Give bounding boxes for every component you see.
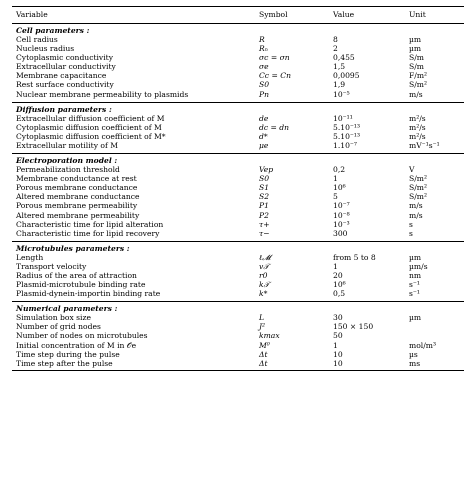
unit-cell: s [409, 219, 413, 229]
symbol-cell: k𝒯 [259, 280, 270, 290]
unit-cell: m²/s [409, 113, 426, 123]
table-row [12, 201, 464, 210]
variable-cell: Cytoplasmic diffusion coefficient of M* [16, 131, 166, 141]
unit-cell: V [409, 165, 415, 175]
variable-cell: Number of grid nodes [16, 322, 101, 332]
value-cell: 10⁻⁵ [333, 89, 350, 99]
table-row [12, 229, 464, 238]
symbol-cell: M⁰ [259, 340, 270, 350]
value-cell: 10⁻⁸ [333, 210, 350, 220]
variable-cell: Extracellular conductivity [16, 62, 116, 72]
section-title [12, 24, 464, 35]
table-row [12, 313, 464, 322]
value-cell: 10⁶ [333, 280, 346, 290]
section-title [12, 103, 464, 114]
unit-cell: m/s [409, 89, 423, 99]
table-row [12, 253, 464, 262]
symbol-cell: dc = dn [259, 122, 290, 132]
table-row [12, 192, 464, 201]
table-row [12, 165, 464, 174]
symbol-cell: μe [259, 140, 269, 150]
variable-cell: Rest surface conductivity [16, 80, 114, 90]
section-title-text: Numerical parameters : [16, 304, 118, 314]
table-row [12, 90, 464, 99]
header-value: Value [333, 10, 355, 20]
variable-cell: Characteristic time for lipid alteration [16, 219, 164, 229]
variable-cell: Cytoplasmic conductivity [16, 53, 113, 63]
value-cell: 10 [333, 358, 343, 368]
value-cell: 0,0095 [333, 71, 360, 81]
section-title-text: Microtubules parameters : [16, 243, 130, 253]
header-symbol: Symbol [259, 10, 288, 20]
symbol-cell: S1 [259, 183, 270, 193]
unit-cell: µm [409, 252, 422, 262]
unit-cell: S/m² [409, 174, 428, 184]
value-cell: 20 [333, 270, 343, 280]
unit-cell: s⁻¹ [409, 280, 420, 290]
symbol-cell: τ+ [259, 219, 270, 229]
section-title [12, 154, 464, 165]
symbol-cell: S0 [259, 174, 270, 184]
unit-cell: s [409, 228, 413, 238]
symbol-cell: v𝒯 [259, 261, 270, 271]
value-cell: 1,9 [333, 80, 346, 90]
symbol-cell: Cc = Cn [259, 71, 291, 81]
table-row [12, 114, 464, 123]
symbol-cell: S0 [259, 80, 270, 90]
variable-cell: Length [16, 252, 44, 262]
table-row [12, 35, 464, 44]
table-row [12, 183, 464, 192]
value-cell: 0,5 [333, 289, 346, 299]
unit-cell: S/m² [409, 80, 428, 90]
unit-cell: m²/s [409, 131, 426, 141]
table-row [12, 62, 464, 71]
variable-cell: Nucleus radius [16, 44, 75, 54]
value-cell: 10⁻⁷ [333, 201, 350, 211]
header-variable: Variable [16, 10, 48, 20]
value-cell: 150 × 150 [333, 322, 374, 332]
variable-cell: Nuclear membrane permeability to plasmids [16, 89, 189, 99]
value-cell: 5.10⁻¹³ [333, 131, 361, 141]
symbol-cell: k* [259, 289, 268, 299]
unit-cell: F/m² [409, 71, 428, 81]
symbol-cell: σc = σn [259, 53, 290, 63]
table-row [12, 262, 464, 271]
table-row [12, 289, 464, 298]
unit-cell: ms [409, 358, 421, 368]
symbol-cell: S2 [259, 192, 270, 202]
variable-cell: Permeabilization threshold [16, 165, 120, 175]
value-cell: 10⁻³ [333, 219, 350, 229]
variable-cell: Membrane conductance at rest [16, 174, 137, 184]
symbol-cell: J² [259, 322, 266, 332]
variable-cell: Cytoplasmic diffusion coefficient of M [16, 122, 162, 132]
variable-cell: Transport velocity [16, 261, 87, 271]
value-cell: 2 [333, 44, 338, 54]
table-row [12, 350, 464, 359]
unit-cell: µs [409, 349, 418, 359]
unit-cell: mV⁻¹s⁻¹ [409, 140, 440, 150]
unit-cell: nm [409, 270, 422, 280]
table-row [12, 331, 464, 340]
unit-cell: s⁻¹ [409, 289, 420, 299]
symbol-cell: L [259, 313, 265, 323]
value-cell: 1 [333, 261, 338, 271]
symbol-cell: r0 [259, 270, 268, 280]
symbol-cell: kmax [259, 331, 280, 341]
unit-cell [409, 331, 464, 340]
variable-cell: Extracellular diffusion coefficient of M [16, 113, 165, 123]
value-cell: 0,2 [333, 165, 346, 175]
variable-cell: Extracellular motility of M [16, 140, 118, 150]
table-row [12, 53, 464, 62]
symbol-cell: ℓ𝓜 [259, 252, 271, 262]
unit-cell [409, 322, 464, 331]
table-row [12, 132, 464, 141]
unit-cell: S/m² [409, 192, 428, 202]
section-title-text: Electroporation model : [16, 155, 118, 165]
value-cell: 1 [333, 340, 338, 350]
value-cell: 10⁶ [333, 183, 346, 193]
unit-cell: m/s [409, 201, 423, 211]
value-cell: 5.10⁻¹³ [333, 122, 361, 132]
unit-cell: S/m [409, 62, 424, 72]
section-title-text: Diffusion parameters : [16, 104, 112, 114]
table-row [12, 141, 464, 150]
value-cell: 10⁻¹¹ [333, 113, 353, 123]
table-row [12, 280, 464, 289]
variable-cell: Membrane capacitance [16, 71, 107, 81]
variable-cell: Cell radius [16, 35, 58, 44]
table-row [12, 220, 464, 229]
table-row [12, 71, 464, 80]
symbol-cell: P1 [259, 201, 269, 211]
table-row [12, 341, 464, 350]
variable-cell: Plasmid-microtubule binding rate [16, 280, 146, 290]
variable-cell: Time step after the pulse [16, 358, 113, 368]
table-row [12, 211, 464, 220]
variable-cell: Plasmid-dynein-importin binding rate [16, 289, 161, 299]
variable-cell: Characteristic time for lipid recovery [16, 228, 160, 238]
variable-cell: Porous membrane conductance [16, 183, 138, 193]
table-row [12, 271, 464, 280]
unit-cell: S/m [409, 53, 424, 63]
variable-cell: Altered membrane permeability [16, 210, 140, 220]
value-cell: 10 [333, 349, 343, 359]
table-row [12, 123, 464, 132]
variable-cell: Radius of the area of attraction [16, 270, 137, 280]
table-row [12, 359, 464, 368]
value-cell: 1.10⁻⁷ [333, 140, 357, 150]
symbol-cell: Δt [259, 349, 268, 359]
symbol-cell: Pn [259, 89, 270, 99]
value-cell: 5 [333, 192, 338, 202]
unit-cell: µm [409, 44, 422, 54]
section-title [12, 242, 464, 253]
value-cell: 0,455 [333, 53, 355, 63]
unit-cell: mol/m³ [409, 340, 437, 350]
symbol-cell: Rₙ [259, 44, 268, 54]
value-cell: 50 [333, 331, 343, 341]
table-header [12, 7, 464, 23]
symbol-cell: Δt [259, 358, 268, 368]
unit-cell: µm/s [409, 261, 428, 271]
unit-cell: m²/s [409, 122, 426, 132]
table-row [12, 44, 464, 53]
section-title-text: Cell parameters : [16, 25, 90, 35]
symbol-cell: d* [259, 131, 268, 141]
variable-cell: Initial concentration of M in 𝒪e [16, 340, 137, 350]
symbol-cell: Vep [259, 165, 274, 175]
symbol-cell: R [259, 35, 265, 44]
symbol-cell: P2 [259, 210, 269, 220]
unit-cell: m/s [409, 210, 423, 220]
table-row [12, 80, 464, 89]
value-cell: 1 [333, 174, 338, 184]
table-row [12, 174, 464, 183]
section-title [12, 302, 464, 313]
variable-cell: Porous membrane permeability [16, 201, 138, 211]
symbol-cell: σe [259, 62, 269, 72]
unit-cell: µm [409, 35, 422, 44]
table-body [12, 24, 464, 368]
value-cell: 300 [333, 228, 348, 238]
value-cell: from 5 to 8 [333, 252, 376, 262]
value-cell: 1,5 [333, 62, 346, 72]
parameters-table [12, 6, 464, 371]
symbol-cell: de [259, 113, 269, 123]
symbol-cell: τ− [259, 228, 270, 238]
variable-cell: Number of nodes on microtubules [16, 331, 148, 341]
table-row [12, 322, 464, 331]
variable-cell: Time step during the pulse [16, 349, 120, 359]
value-cell: 8 [333, 35, 338, 44]
table-bottom-rule [12, 370, 464, 371]
value-cell: 30 [333, 313, 343, 323]
variable-cell: Simulation box size [16, 313, 91, 323]
unit-cell: µm [409, 313, 422, 323]
unit-cell: S/m² [409, 183, 428, 193]
variable-cell: Altered membrane conductance [16, 192, 140, 202]
header-unit: Unit [409, 10, 426, 20]
